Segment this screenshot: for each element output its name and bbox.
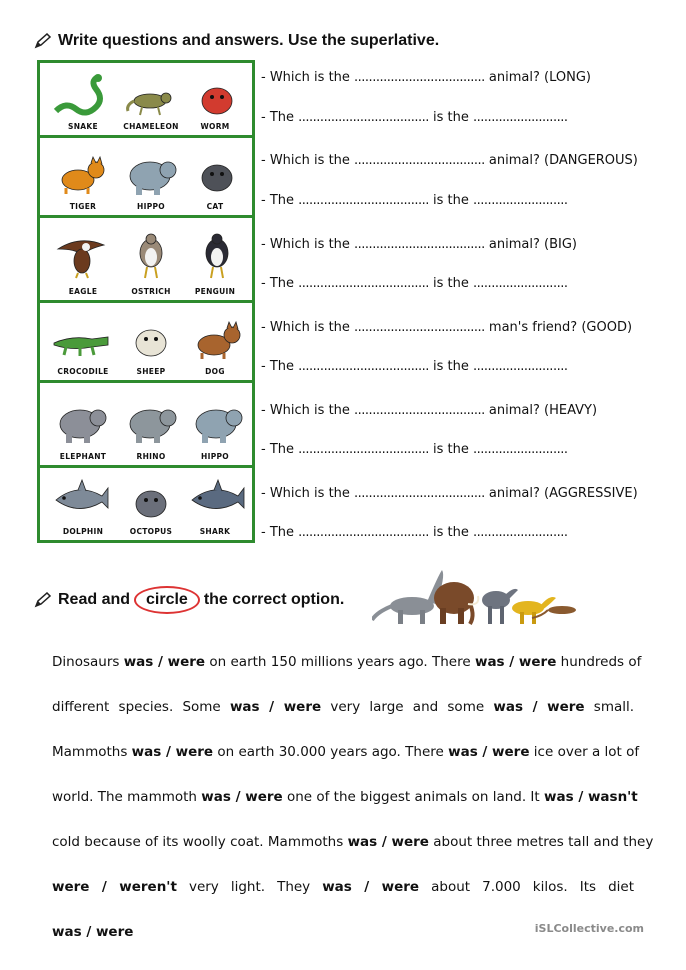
rhino-icon [122, 396, 180, 444]
passage-line [52, 640, 642, 685]
animal-caption: EAGLE [68, 287, 98, 296]
question-blank: .................................... [354, 70, 485, 85]
answer-blank-2: .......................... [473, 442, 568, 457]
animal-caption: PENGUIN [194, 287, 236, 296]
animal-picture [122, 71, 180, 119]
animal-caption: WORM [200, 122, 230, 131]
shark-icon [188, 474, 246, 522]
eagle-icon [52, 231, 110, 279]
passage-text: about 7.000 kilos. Its diet [431, 879, 634, 895]
section-2-heading [34, 586, 344, 614]
snake-icon [52, 71, 110, 119]
passage-text: Dinosaurs [52, 654, 124, 670]
answer-prefix: - The [261, 193, 299, 208]
animal-caption: SHEEP [136, 367, 166, 376]
animal-picture [188, 313, 246, 361]
animal-caption: ELEPHANT [59, 452, 107, 461]
answer-blank-2: .......................... [473, 525, 568, 540]
animal-caption: OSTRICH [131, 287, 171, 296]
animal-caption: TIGER [69, 202, 97, 211]
animal-picture [52, 231, 110, 279]
question-blank: .................................... [354, 153, 485, 168]
passage-line [52, 730, 640, 775]
answer-prefix: - The [261, 110, 299, 125]
dinosaurs-illustration [372, 566, 580, 628]
passage-text: about three metres tall and they [433, 834, 654, 850]
section-2-title-post: the correct option. [203, 591, 345, 608]
animal-cell [40, 468, 252, 540]
animal-picture [52, 71, 110, 119]
passage-text: hundreds of [560, 654, 642, 670]
passage-text: cold because of its woolly coat. Mammoths [52, 834, 348, 850]
answer-middle: is the [428, 359, 474, 374]
answer-line [261, 110, 567, 125]
animal-picture [122, 313, 180, 361]
question-suffix: animal? (BIG) [484, 237, 577, 252]
animal-picture [122, 231, 180, 279]
penguin-icon [188, 231, 246, 279]
answer-blank-1: .................................... [298, 359, 429, 374]
answer-line [261, 276, 567, 291]
animal-grid [37, 60, 255, 543]
animal-picture [122, 396, 180, 444]
answer-line [261, 442, 567, 457]
question-line [261, 237, 577, 252]
worm-icon [188, 71, 246, 119]
section-1-heading [34, 32, 439, 50]
choice-option: was / were [123, 654, 206, 670]
animal-caption: CHAMELEON [123, 122, 179, 131]
elephant-icon [52, 396, 110, 444]
answer-middle: is the [428, 442, 474, 457]
choice-option: was / were [201, 789, 283, 805]
animal-picture [188, 148, 246, 196]
answer-prefix: - The [261, 276, 299, 291]
circle-word: circle [134, 586, 200, 614]
section-2-title-pre: Read and [58, 591, 131, 608]
animal-caption: SNAKE [68, 122, 98, 131]
footer-watermark: iSLCollective.com [534, 922, 644, 935]
ostrich-icon [122, 231, 180, 279]
answer-prefix: - The [261, 442, 299, 457]
question-suffix: animal? (DANGEROUS) [484, 153, 638, 168]
hippo-icon [188, 396, 246, 444]
question-suffix: animal? (HEAVY) [484, 403, 598, 418]
dolphin-icon [52, 474, 110, 522]
passage-text: on earth 30.000 years ago. There [217, 744, 449, 760]
animal-picture [52, 313, 110, 361]
answer-middle: is the [428, 193, 474, 208]
passage-line [52, 865, 634, 910]
animal-caption: RHINO [136, 452, 166, 461]
animal-cell [40, 383, 252, 468]
animal-picture [122, 474, 180, 522]
choice-option: was / were [229, 699, 322, 715]
animal-picture [52, 396, 110, 444]
choice-option: was / were [322, 879, 420, 895]
question-blank: .................................... [354, 486, 485, 501]
passage-text: small. [593, 699, 635, 715]
passage-line [52, 820, 654, 865]
answer-middle: is the [428, 276, 474, 291]
choice-option: was / were [474, 654, 557, 670]
animal-caption: DOG [205, 367, 225, 376]
animal-caption: DOLPHIN [62, 527, 104, 536]
choice-option: was / were [131, 744, 214, 760]
animal-caption: HIPPO [201, 452, 229, 461]
choice-option: was / were [52, 924, 134, 940]
answer-line [261, 525, 567, 540]
question-suffix: animal? (AGGRESSIVE) [484, 486, 638, 501]
answer-middle: is the [428, 525, 474, 540]
choice-option: was / were [448, 744, 530, 760]
answer-blank-2: .......................... [473, 193, 568, 208]
question-prefix: - Which is the [261, 153, 355, 168]
question-suffix: man's friend? (GOOD) [484, 320, 633, 335]
passage-text: on earth 150 millions years ago. There [209, 654, 475, 670]
question-line [261, 70, 591, 85]
animal-cell [40, 63, 252, 138]
animal-cell [40, 303, 252, 383]
animal-picture [188, 71, 246, 119]
passage-text: ice over a lot of [533, 744, 640, 760]
question-prefix: - Which is the [261, 403, 355, 418]
answer-line [261, 193, 567, 208]
reading-passage [52, 640, 654, 955]
passage-text: very large and some [330, 699, 494, 715]
passage-text: one of the biggest animals on land. It [286, 789, 544, 805]
animal-picture [122, 148, 180, 196]
question-prefix: - Which is the [261, 320, 355, 335]
animal-picture [188, 396, 246, 444]
octopus-icon [122, 474, 180, 522]
animal-cell [40, 138, 252, 218]
question-line [261, 320, 632, 335]
choice-option: was / wasn't [544, 789, 638, 805]
passage-text: different species. Some [52, 699, 230, 715]
pencil-icon [34, 33, 52, 49]
answer-blank-2: .......................... [473, 110, 568, 125]
tiger-icon [52, 148, 110, 196]
answer-prefix: - The [261, 359, 299, 374]
answer-line [261, 359, 567, 374]
sheep-icon [122, 313, 180, 361]
question-prefix: - Which is the [261, 70, 355, 85]
choice-option: was / were [493, 699, 585, 715]
pencil-icon [34, 592, 52, 608]
animal-cell [40, 218, 252, 303]
question-blank: .................................... [354, 320, 485, 335]
question-blank: .................................... [354, 237, 485, 252]
passage-line [52, 775, 638, 820]
question-line [261, 486, 638, 501]
animal-caption: OCTOPUS [129, 527, 173, 536]
section-1-title: Write questions and answers. Use the superlative. [58, 32, 440, 49]
question-prefix: - Which is the [261, 486, 355, 501]
animal-caption: SHARK [199, 527, 231, 536]
answer-blank-2: .......................... [473, 359, 568, 374]
animal-picture [188, 474, 246, 522]
passage-text: Mammoths [52, 744, 132, 760]
answer-blank-2: .......................... [473, 276, 568, 291]
question-line [261, 403, 597, 418]
animal-picture [52, 148, 110, 196]
passage-line [52, 685, 634, 730]
answer-blank-1: .................................... [298, 110, 429, 125]
question-prefix: - Which is the [261, 237, 355, 252]
animal-picture [188, 231, 246, 279]
choice-option: was / were [347, 834, 429, 850]
answer-blank-1: .................................... [298, 276, 429, 291]
answer-blank-1: .................................... [298, 193, 429, 208]
chameleon-icon [122, 71, 180, 119]
question-suffix: animal? (LONG) [484, 70, 591, 85]
answer-prefix: - The [261, 525, 299, 540]
choice-option: were / weren't [52, 879, 177, 895]
animal-caption: CROCODILE [57, 367, 109, 376]
cat-icon [188, 148, 246, 196]
animal-picture [52, 474, 110, 522]
answer-blank-1: .................................... [298, 442, 429, 457]
crocodile-icon [52, 313, 110, 361]
passage-text: very light. They [188, 879, 323, 895]
question-line [261, 153, 638, 168]
answer-blank-1: .................................... [298, 525, 429, 540]
dog-icon [188, 313, 246, 361]
animal-caption: HIPPO [137, 202, 165, 211]
answer-middle: is the [428, 110, 474, 125]
hippo-icon [122, 148, 180, 196]
question-blank: .................................... [354, 403, 485, 418]
animal-caption: CAT [206, 202, 224, 211]
passage-text: world. The mammoth [52, 789, 202, 805]
